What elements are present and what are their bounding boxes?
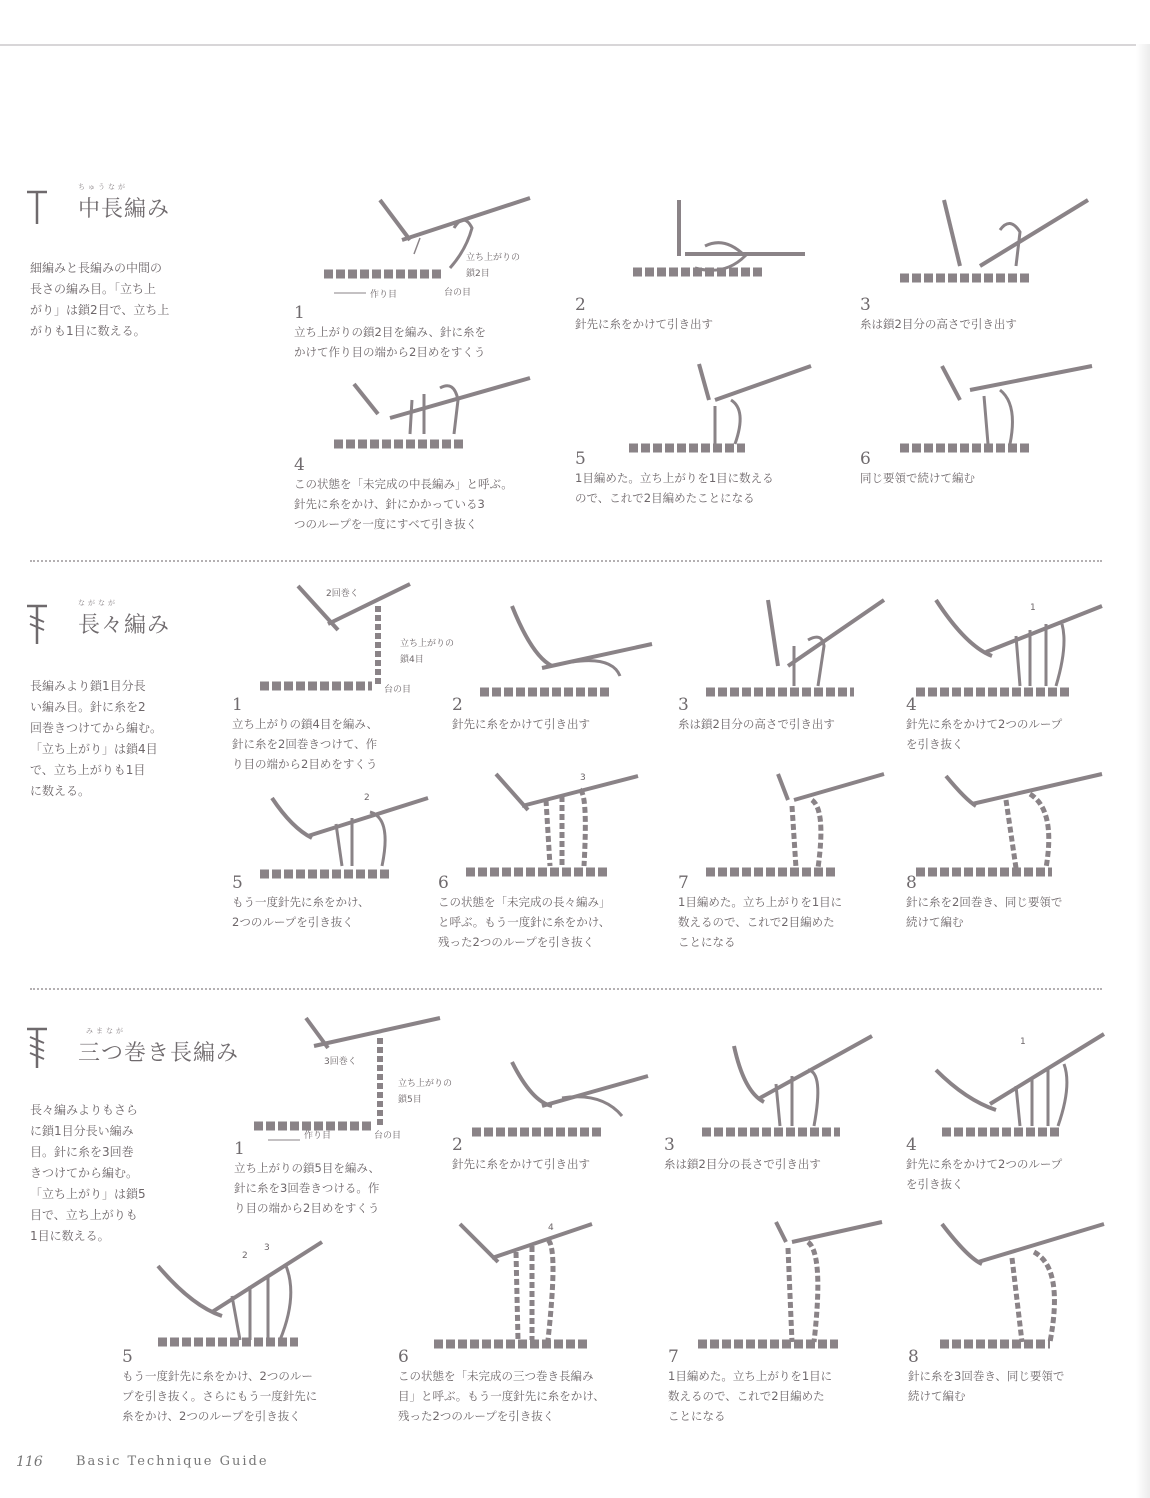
hdc-step-1-label-base: 台の目 bbox=[444, 288, 472, 298]
step-number: 5 bbox=[232, 873, 243, 893]
step-number: 3 bbox=[664, 1135, 675, 1155]
section-title: 中長編み bbox=[78, 197, 171, 222]
step-number: 7 bbox=[668, 1347, 679, 1367]
step-number: 4 bbox=[906, 695, 917, 715]
trtr-step-6-diagram bbox=[398, 1218, 638, 1348]
dtr-step-1-label-turning: 立ち上がりの bbox=[400, 639, 455, 649]
trtr-step-6 bbox=[398, 1218, 658, 1426]
trtr-step-1-diagram bbox=[234, 1012, 454, 1140]
step-number: 8 bbox=[908, 1347, 919, 1367]
step-number: 5 bbox=[122, 1347, 133, 1367]
hdc-step-2 bbox=[575, 196, 835, 334]
step-caption: 針先に糸をかけて2つのループ を引き抜く bbox=[906, 1157, 1063, 1191]
step-number: 2 bbox=[452, 1135, 463, 1155]
section-description: 長々編みよりもさら に鎖1目分長い編み 目。針に糸を3回巻 きつけてから編む。 「立ち上がり」は鎖5 目で、立ち上がりも 1目に数える。 bbox=[30, 1103, 146, 1243]
dtr-step-1-label-wrap: 2回巻く bbox=[326, 589, 359, 599]
step-number: 5 bbox=[575, 449, 586, 469]
dtr-step-3 bbox=[678, 596, 888, 734]
step-number: 1 bbox=[294, 303, 305, 323]
dtr-step-6 bbox=[438, 770, 668, 952]
dtr-step-6-diagram bbox=[438, 770, 658, 874]
step-number: 3 bbox=[678, 695, 689, 715]
hdc-step-1-label-chain2: 鎖2目 bbox=[466, 269, 490, 279]
section-divider bbox=[30, 988, 1102, 990]
page-binding-shadow bbox=[1136, 44, 1150, 1498]
step-caption: 針先に糸をかけて引き出す bbox=[452, 717, 590, 731]
step-caption: 針先に糸をかけて引き出す bbox=[575, 317, 713, 331]
hdc-step-4 bbox=[294, 360, 564, 534]
trtr-step-1-label-base: 台の目 bbox=[374, 1131, 402, 1141]
hdc-step-3-diagram bbox=[860, 196, 1100, 296]
dtr-step-5-label-2: 2 bbox=[364, 793, 370, 803]
step-number: 7 bbox=[678, 873, 689, 893]
trtr-step-3 bbox=[664, 1032, 884, 1174]
step-caption: 立ち上がりの鎖4目を編み、 針に糸を2回巻きつけて、作 り目の端から2目めをすくう bbox=[232, 717, 379, 771]
step-number: 4 bbox=[294, 455, 305, 475]
section-divider bbox=[30, 560, 1102, 562]
trtr-symbol-icon bbox=[24, 1024, 50, 1070]
section-title-ruby: ながなが bbox=[78, 599, 118, 607]
trtr-step-1-label-chain5: 鎖5目 bbox=[398, 1095, 422, 1105]
step-number: 2 bbox=[575, 295, 586, 315]
hdc-step-2-diagram bbox=[575, 196, 815, 296]
trtr-step-7 bbox=[668, 1218, 888, 1426]
step-number: 8 bbox=[906, 873, 917, 893]
hdc-step-3 bbox=[860, 196, 1120, 334]
step-caption: 針に糸を2回巻き、同じ要領で 続けて編む bbox=[906, 895, 1063, 929]
step-number: 4 bbox=[906, 1135, 917, 1155]
step-number: 1 bbox=[232, 695, 243, 715]
hdc-step-5 bbox=[575, 360, 835, 508]
hdc-step-1 bbox=[294, 192, 554, 362]
hdc-step-5-diagram bbox=[575, 360, 815, 450]
dtr-step-5-diagram bbox=[232, 778, 442, 874]
hdc-step-1-diagram bbox=[294, 192, 554, 304]
step-caption: 針先に糸をかけて引き出す bbox=[452, 1157, 590, 1171]
trtr-step-5-label-2: 2 bbox=[242, 1251, 248, 1261]
section-title-ruby: みまなが bbox=[86, 1027, 126, 1035]
step-caption: 1目編めた。立ち上がりを1目に 数えるので、これで2目編めた ことになる bbox=[668, 1369, 833, 1423]
trtr-step-4-label-1: 1 bbox=[1020, 1037, 1026, 1047]
step-caption: 糸は鎖2目分の長さで引き出す bbox=[664, 1157, 821, 1171]
section-title-ruby: ちゅうなが bbox=[78, 183, 128, 191]
trtr-step-6-label-4: 4 bbox=[548, 1223, 554, 1233]
dtr-step-4-diagram bbox=[906, 596, 1116, 696]
step-number: 6 bbox=[398, 1347, 409, 1367]
step-caption: 1目編めた。立ち上がりを1目に 数えるので、これで2目編めた ことになる bbox=[678, 895, 843, 949]
hdc-step-1-label-foundation: 作り目 bbox=[370, 290, 398, 300]
dtr-step-7-diagram bbox=[678, 770, 888, 874]
dtr-step-2-diagram bbox=[452, 596, 662, 696]
dtr-step-1-label-chain4: 鎖4目 bbox=[400, 655, 424, 665]
hdc-step-6 bbox=[860, 360, 1120, 488]
hdc-step-4-diagram bbox=[294, 360, 554, 456]
dtr-symbol-icon bbox=[24, 600, 50, 646]
trtr-step-1-label-foundation: 作り目 bbox=[304, 1131, 332, 1141]
hdc-step-6-diagram bbox=[860, 360, 1100, 450]
section-description: 細編みと長編みの中間の 長さの編み目。「立ち上 がり」は鎖2目で、立ち上 がりも1目に数える。 bbox=[30, 261, 170, 338]
step-caption: 立ち上がりの鎖5目を編み、 針に糸を3回巻きつける。作 り目の端から2目めをすくう bbox=[234, 1161, 381, 1215]
dtr-step-1-label-base: 台の目 bbox=[384, 685, 412, 695]
step-caption: 同じ要領で続けて編む bbox=[860, 471, 975, 485]
trtr-step-4-diagram bbox=[906, 1030, 1116, 1136]
step-caption: もう一度針先に糸をかけ、 2つのループを引き抜く bbox=[232, 895, 370, 929]
step-number: 6 bbox=[860, 449, 871, 469]
section-description: 長編みより鎖1目分長 い編み目。針に糸を2 回巻きつけてから編む。 「立ち上がり」は鎖4目 で、立ち上がりも1目 に数える。 bbox=[30, 679, 163, 798]
dtr-step-2 bbox=[452, 596, 662, 734]
trtr-step-2 bbox=[452, 1032, 662, 1174]
trtr-step-4 bbox=[906, 1030, 1126, 1194]
trtr-step-8 bbox=[908, 1218, 1128, 1406]
step-caption: 立ち上がりの鎖2目を編み、針に糸を かけて作り目の端から2目めをすくう bbox=[294, 325, 487, 359]
step-number: 6 bbox=[438, 873, 449, 893]
trtr-step-5 bbox=[122, 1236, 382, 1426]
dtr-step-4-label-1: 1 bbox=[1030, 603, 1036, 613]
trtr-step-5-diagram bbox=[122, 1236, 362, 1348]
step-number: 1 bbox=[234, 1139, 245, 1159]
hdc-symbol-icon bbox=[24, 184, 50, 230]
trtr-step-3-diagram bbox=[664, 1032, 884, 1136]
trtr-step-1 bbox=[234, 1012, 454, 1218]
step-caption: もう一度針先に糸をかけ、2つのルー プを引き抜く。さらにもう一度針先に 糸をかけ、2つのループを引き抜く bbox=[122, 1369, 318, 1423]
trtr-step-2-diagram bbox=[452, 1032, 662, 1136]
trtr-step-1-label-turning: 立ち上がりの bbox=[398, 1079, 453, 1089]
dtr-step-4 bbox=[906, 596, 1116, 754]
step-caption: 針先に糸をかけて2つのループ を引き抜く bbox=[906, 717, 1063, 751]
step-caption: 1目編めた。立ち上がりを1目に数える ので、これで2目編めたことになる bbox=[575, 471, 774, 505]
step-caption: 針に糸を3回巻き、同じ要領で 続けて編む bbox=[908, 1369, 1065, 1403]
step-caption: この状態を「未完成の中長編み」と呼ぶ。 針先に糸をかけ、針にかかっている3 つのループを一度にすべて引き抜く bbox=[294, 477, 513, 531]
step-caption: この状態を「未完成の長々編み」 と呼ぶ。もう一度針に糸をかけ、 残った2つのループを引き抜く bbox=[438, 895, 611, 949]
page-number: 116 bbox=[16, 1454, 43, 1470]
dtr-step-8-diagram bbox=[906, 770, 1116, 874]
step-number: 2 bbox=[452, 695, 463, 715]
step-caption: 糸は鎖2目分の高さで引き出す bbox=[678, 717, 835, 731]
trtr-step-1-label-wrap: 3回巻く bbox=[324, 1057, 357, 1067]
trtr-step-7-diagram bbox=[668, 1218, 888, 1348]
dtr-step-3-diagram bbox=[678, 596, 888, 696]
dtr-step-7 bbox=[678, 770, 898, 952]
dtr-step-8 bbox=[906, 770, 1126, 932]
footer-title: Basic Technique Guide bbox=[76, 1454, 269, 1469]
hdc-step-1-label-turning: 立ち上がりの bbox=[466, 253, 521, 263]
step-caption: 糸は鎖2目分の高さで引き出す bbox=[860, 317, 1017, 331]
step-caption: この状態を「未完成の三つ巻き長編み 目」と呼ぶ。もう一度針先に糸をかけ、 残った2つのループを引き抜く bbox=[398, 1369, 605, 1423]
dtr-step-6-label-3: 3 bbox=[580, 773, 586, 783]
section-title: 長々編み bbox=[78, 613, 171, 638]
section-title: 三つ巻き長編み bbox=[78, 1041, 240, 1066]
page-top-edge bbox=[0, 44, 1150, 46]
dtr-step-1-diagram bbox=[232, 580, 455, 696]
trtr-step-8-diagram bbox=[908, 1218, 1118, 1348]
step-number: 3 bbox=[860, 295, 871, 315]
dtr-step-1 bbox=[232, 580, 455, 774]
trtr-step-5-label-3: 3 bbox=[264, 1243, 270, 1253]
dtr-step-5 bbox=[232, 778, 442, 932]
